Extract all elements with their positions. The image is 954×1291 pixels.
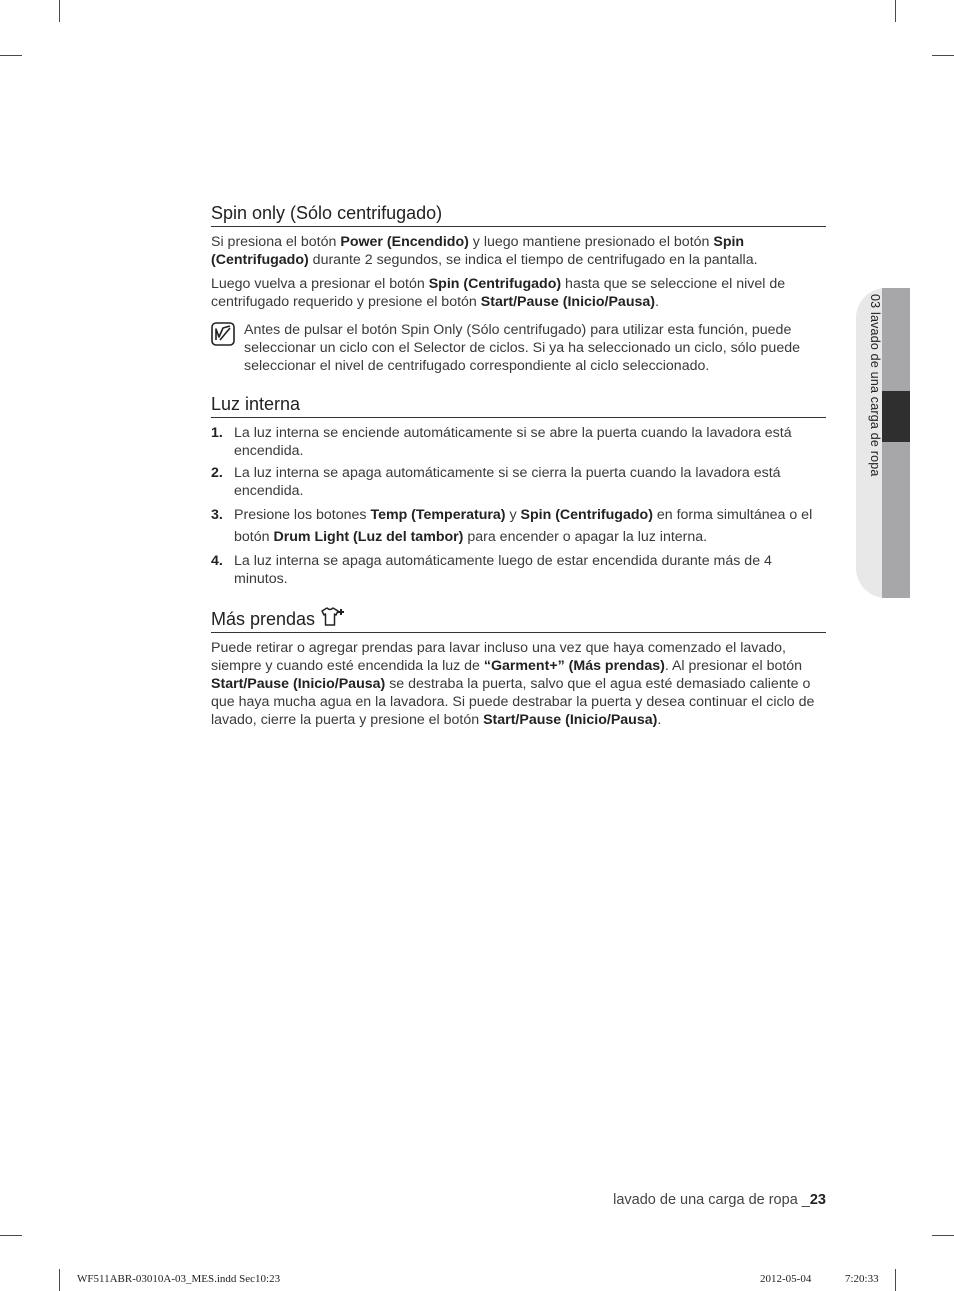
crop-mark (0, 55, 22, 56)
numbered-list (211, 424, 826, 588)
crop-mark (895, 0, 896, 22)
chapter-tab-strip (882, 288, 910, 598)
crop-mark (59, 1269, 60, 1291)
crop-mark (932, 1235, 954, 1236)
section-luz-interna (211, 393, 826, 588)
list-item: 1. La luz interna se enciende automáticamente si se abre la puerta cuando la lavadora está encendida. (211, 425, 792, 459)
list-item: 4. La luz interna se apaga automáticamente luego de estar encendida durante más de 4 minutos. (211, 553, 772, 587)
chapter-tab-marker (882, 391, 910, 442)
slug-date: 2012-05-04 (760, 1273, 812, 1285)
crop-mark (932, 55, 954, 56)
section-title: Luz interna (211, 393, 826, 418)
list-item: 2. La luz interna se apaga automáticamente si se cierra la puerta cuando la lavadora está encendida. (211, 465, 781, 499)
section-mas-prendas (211, 606, 826, 729)
section-spin-only (211, 202, 826, 375)
page-number: 23 (809, 1192, 826, 1208)
paragraph: Puede retirar o agregar prendas para lavar incluso una vez que haya comenzado el lavado, siempre y cuando esté encendida la luz de “Garment+” (Más prendas). Al presionar el botón Start/Pause (Inicio/Pausa) se destraba la puerta, salvo que el agua esté demasiado caliente o que haya mucha agua en la lavadora. Si puede destrabar la puerta y desea continuar el ciclo de lavado, cierre la puerta y presione el botón Start/Pause (Inicio/Pausa). (211, 640, 815, 728)
list-item: 3. Presione los botones Temp (Temperatura) y Spin (Centrifugado) en forma simultánea o el botón Drum Light (Luz del tambor) para encender o apagar la luz interna. (211, 507, 813, 545)
note-block (211, 321, 826, 375)
page-footer: lavado de una carga de ropa _23 (613, 1192, 826, 1208)
section-title: Spin only (Sólo centrifugado) (211, 202, 826, 227)
page-content (211, 202, 826, 747)
slug-file: WF511ABR-03010A-03_MES.indd Sec10:23 (77, 1273, 281, 1285)
crop-mark (0, 1235, 22, 1236)
slug-time: 7:20:33 (845, 1273, 879, 1285)
paragraph: Si presiona el botón Power (Encendido) y luego mantiene presionado el botón Spin (Centrifugado) durante 2 segundos, se indica el tiempo de centrifugado en la pantalla. (211, 234, 758, 268)
paragraph: Luego vuelva a presionar el botón Spin (Centrifugado) hasta que se seleccione el nivel de centrifugado requerido y presione el botón Start/Pause (Inicio/Pausa). (211, 276, 786, 310)
crop-mark (59, 0, 60, 22)
section-title: Más prendas (211, 606, 826, 633)
chapter-tab-label: 03 lavado de una carga de ropa (868, 294, 882, 477)
note-text: Antes de pulsar el botón Spin Only (Sólo centrifugado) para utilizar esta función, puede seleccionar un ciclo con el Selector de ciclos. Si ya ha seleccionado un ciclo, sólo puede seleccionar el nivel de centrifugado correspondiente al ciclo seleccionado. (244, 322, 800, 374)
note-pencil-icon (211, 322, 235, 346)
crop-mark (895, 1269, 896, 1291)
garment-plus-icon (319, 606, 347, 628)
